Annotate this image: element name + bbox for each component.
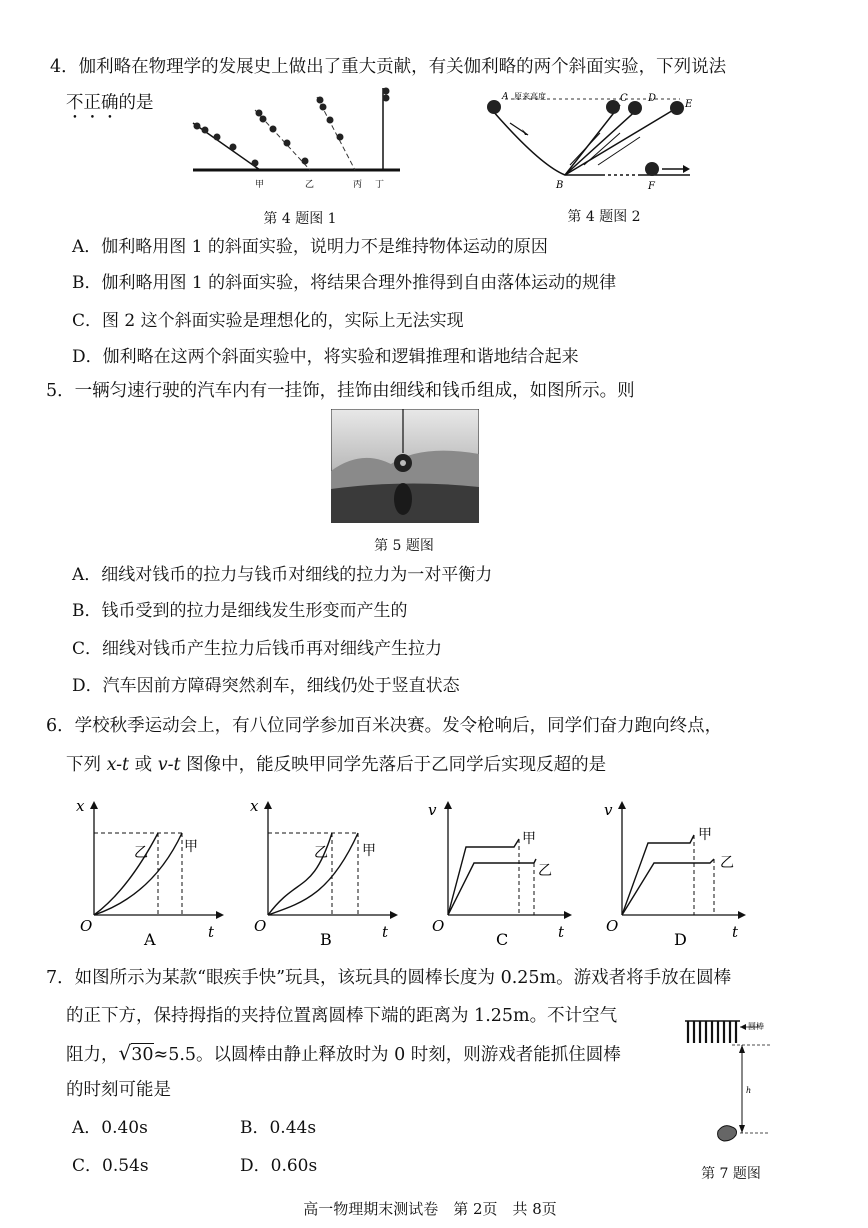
q5-number: 5． — [46, 381, 75, 401]
h-label: h — [746, 1086, 752, 1095]
label-a-text: 原来高度 — [514, 92, 546, 101]
q4-stem-line2 — [66, 92, 154, 123]
curve-yi — [94, 833, 158, 915]
q6-graph-a — [68, 795, 228, 950]
q5-option-d: D．汽车因前方障碍突然刹车，细线仍处于竖直状态 — [72, 676, 460, 696]
hand-icon — [718, 1126, 737, 1141]
series-label-1: 甲 — [698, 827, 712, 843]
origin-label: O — [254, 917, 267, 935]
q4-figure1 — [185, 85, 405, 195]
q7-figure — [680, 1015, 780, 1155]
pendant — [394, 483, 412, 515]
q4-option-b: B．伽利略用图 1 的斜面实验，将结果合理外推得到自由落体运动的规律 — [72, 273, 617, 293]
series-label-1: 乙 — [314, 845, 328, 861]
q6-stem-line2 — [66, 754, 606, 776]
q6-stem-line1 — [46, 715, 722, 737]
q5-option-b: B．钱币受到的拉力是细线发生形变而产生的 — [72, 601, 408, 621]
q4-figure2 — [480, 85, 700, 195]
q5-stem-text: 一辆匀速行驶的汽车内有一挂饰，挂饰由细线和钱币组成，如图所示。则 — [74, 381, 635, 401]
q6-text-pre: 下列 — [66, 755, 107, 775]
q7-option-b: B．0.44s — [240, 1118, 317, 1138]
axis-y-label: v — [604, 801, 613, 819]
q4-stem-line1 — [50, 56, 726, 78]
label-b: B — [556, 180, 564, 191]
q5-caption: 第 5 题图 — [374, 538, 434, 554]
axis-t-label: t — [558, 923, 565, 941]
q4-option-d: D．伽利略在这两个斜面实验中，将实验和逻辑推理和谐地结合起来 — [72, 347, 579, 367]
label-ding: 丁 — [375, 180, 385, 190]
q6-stem-text: 学校秋季运动会上，有八位同学参加百米决赛。发令枪响后，同学们奋力跑向终点， — [74, 716, 723, 736]
series-label-2: 甲 — [362, 843, 376, 859]
axis-y-label: v — [428, 801, 437, 819]
label-a: A — [502, 92, 509, 102]
origin-label: O — [432, 917, 445, 935]
ball-d — [628, 101, 642, 115]
q7-number: 7． — [46, 968, 75, 988]
line-yi — [622, 859, 714, 915]
series-label-2: 甲 — [184, 839, 198, 855]
q7-stem-line4: 的时刻可能是 — [66, 1080, 171, 1100]
q4-emphasis: 不正确 — [66, 93, 119, 113]
q5-stem — [46, 380, 635, 402]
q4-option-a: A．伽利略用图 1 的斜面实验，说明力不是维持物体运动的原因 — [72, 237, 548, 257]
axis-t-label: t — [732, 923, 739, 941]
label-e: E — [685, 99, 693, 110]
q4-option-c: C．图 2 这个斜面实验是理想化的，实际上无法实现 — [72, 311, 464, 331]
line-jia — [622, 835, 694, 915]
q6-graph-b — [242, 795, 402, 950]
q7-option-d: D．0.60s — [240, 1156, 318, 1176]
line-jia — [448, 839, 519, 915]
q7-stem-line1 — [46, 967, 731, 989]
q6-graph-c — [416, 795, 576, 950]
label-d: D — [648, 93, 657, 104]
label-yi: 乙 — [305, 180, 315, 190]
label-c: C — [620, 93, 628, 104]
origin-label: O — [80, 917, 93, 935]
ball-e — [670, 101, 684, 115]
q4-fig1-caption: 第 4 题图 1 — [263, 211, 337, 227]
axis-t-label: t — [208, 923, 215, 941]
series-label-2: 乙 — [720, 855, 734, 871]
q5-option-c: C．细线对钱币产生拉力后钱币再对细线产生拉力 — [72, 639, 443, 659]
sqrt-radicand: 30 — [131, 1045, 154, 1065]
graph-letter: A — [144, 930, 156, 949]
label-f: F — [648, 181, 655, 192]
q5-option-a: A．细线对钱币的拉力与钱币对细线的拉力为一对平衡力 — [72, 565, 493, 585]
q6-number: 6． — [46, 716, 75, 736]
q7-stem-line2: 的正下方，保持拇指的夹持位置离圆棒下端的距离为 1.25m。不计空气 — [66, 1006, 618, 1026]
axis-t-label: t — [382, 923, 389, 941]
series-label-1: 乙 — [134, 845, 148, 861]
rods — [688, 1021, 736, 1043]
q7-option-a: A．0.40s — [72, 1118, 148, 1138]
q4-number: 4． — [50, 57, 79, 77]
q7-text-pre: 阻力， — [66, 1045, 119, 1065]
series-label-1: 甲 — [522, 831, 536, 847]
q4-stem-text: 伽利略在物理学的发展史上做出了重大贡献，有关伽利略的两个斜面实验，下列说法 — [78, 57, 727, 77]
label-bing: 丙 — [353, 180, 363, 190]
q6-or: 或 — [129, 755, 158, 775]
q6-text-post: 图像中，能反映甲同学先落后于乙同学后实现反超的是 — [180, 755, 607, 775]
q5-photo — [331, 409, 479, 523]
q7-text-post: ≈5.5。以圆棒由静止释放时为 0 时刻，则游戏者能抓住圆棒 — [153, 1045, 621, 1065]
q7-caption: 第 7 题图 — [701, 1166, 761, 1182]
origin-label: O — [606, 917, 619, 935]
q7-stem-line3: 阻力，√30≈5.5。以圆棒由静止释放时为 0 时刻，则游戏者能抓住圆棒 — [66, 1041, 621, 1065]
q7-stem-text: 如图所示为某款“眼疾手快”玩具，该玩具的圆棒长度为 0.25m。游戏者将手放在圆棒 — [74, 968, 732, 988]
q6-graph-d — [590, 795, 750, 950]
page-footer: 高一物理期末测试卷 第 2页 共 8页 — [303, 1200, 557, 1218]
balls — [194, 88, 390, 167]
axis-y-label: x — [250, 797, 259, 815]
ball-f — [645, 162, 659, 176]
q6-vt: v-t — [157, 755, 181, 775]
axis-y-label: x — [76, 797, 85, 815]
ball-a — [487, 100, 501, 114]
q7-option-c: C．0.54s — [72, 1156, 149, 1176]
q6-xt: x-t — [106, 755, 130, 775]
q4-fig2-caption: 第 4 题图 2 — [567, 209, 641, 225]
ball-c — [606, 100, 620, 114]
series-label-2: 乙 — [538, 863, 552, 879]
graph-letter: B — [320, 930, 332, 949]
graph-letter: D — [674, 930, 687, 949]
rod-label: 圆棒 — [748, 1022, 764, 1031]
q4-stem-tail: 的是 — [118, 93, 154, 113]
label-jia: 甲 — [255, 180, 265, 190]
graph-letter: C — [496, 930, 509, 949]
